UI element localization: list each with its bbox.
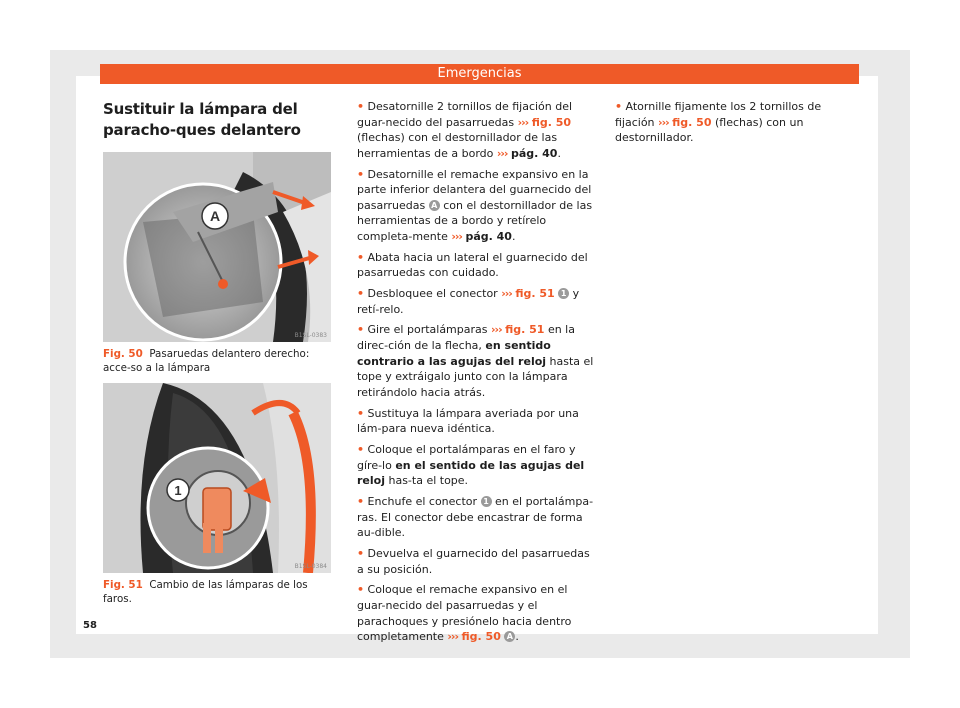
step-6: • Sustituya la lámpara averiada por una lám-para nueva idéntica.	[357, 406, 579, 436]
callout-1-icon: 1	[558, 288, 569, 299]
callout-a-icon: A	[429, 200, 440, 211]
fig-51-link[interactable]: fig. 51	[515, 287, 555, 301]
figure-50	[103, 152, 331, 382]
figure-51-number: Fig. 51	[103, 579, 143, 591]
step-9: • Devuelva el guarnecido del pasarruedas a su posición.	[357, 546, 590, 576]
step-7: • Coloque el portalámparas en el faro y gíre-lo en el sentido de las agujas del reloj has-ta el tope.	[357, 443, 585, 488]
chapter-header: Emergencias	[100, 64, 859, 84]
step-10: • Coloque el remache expansivo en el guar-necido del pasarruedas y el parachoques y presiónelo hacia dentro completamente ››› fig. 50 A .	[357, 583, 572, 644]
instructions-column-2	[615, 99, 855, 151]
fig-50-link[interactable]: fig. 50	[461, 630, 501, 644]
figure-50-caption-text: Pasaruedas delantero derecho: acce-so a la lámpara	[103, 348, 310, 374]
figure-51-callout: 1	[174, 483, 182, 498]
step-8: • Enchufe el conector 1 en el portalámpa-ras. El conector debe encastrar de forma au-dible.	[357, 494, 594, 540]
step-4: • Desbloquee el conector ››› fig. 51 1 y retí-relo.	[357, 287, 580, 316]
page-number: 58	[83, 620, 97, 631]
page-40-link[interactable]: pág. 40	[510, 146, 558, 160]
figure-50-caption	[103, 347, 331, 375]
fig-50-link[interactable]: fig. 50	[672, 115, 712, 129]
fig-50-link[interactable]: fig. 50	[531, 115, 572, 129]
section-title: Sustituir la lámpara del paracho-ques delantero	[103, 100, 301, 139]
step-2: • Desatornille el remache expansivo en la parte inferior delantera del guarnecido del pasarruedas A con el destornillador de las herramientas de a bordo y retírelo completa-mente ››› pág. 40.	[357, 167, 593, 243]
figure-50-code: B1SL-0383	[294, 332, 327, 339]
step-5: • Gire el portalámparas ››› fig. 51 en la direc-ción de la flecha, en sentido contrario a las agujas del reloj hasta el tope y extráigalo junto con la lámpara retirándolo hacia atrás.	[357, 323, 594, 399]
figure-50-number: Fig. 50	[103, 348, 143, 360]
instructions-column-1	[357, 99, 597, 650]
callout-1-icon: 1	[481, 496, 492, 507]
figure-50-callout: A	[209, 208, 221, 224]
step-3: • Abata hacia un lateral el guarnecido del pasarruedas con cuidado.	[357, 250, 588, 280]
figure-51-caption	[103, 578, 331, 606]
callout-a-icon: A	[504, 631, 515, 642]
fig-51-link[interactable]: fig. 51	[505, 323, 545, 337]
page-40-link[interactable]: pág. 40	[465, 229, 512, 243]
figure-51-caption-text: Cambio de las lámparas de los faros.	[103, 579, 308, 605]
figure-51-code: B1SL-0384	[294, 563, 327, 570]
step-11: • Atornille fijamente los 2 tornillos de fijación ››› fig. 50 (flechas) con un destornillador.	[615, 100, 822, 145]
figure-50-image	[103, 152, 331, 342]
figure-51-image	[103, 383, 331, 573]
step-1: • Desatornille 2 tornillos de fijación del guar-necido del pasarruedas ››› fig. 50 (flechas) con el destornillador de las herramientas de a bordo ››› pág. 40.	[357, 100, 573, 160]
figure-51	[103, 383, 331, 605]
